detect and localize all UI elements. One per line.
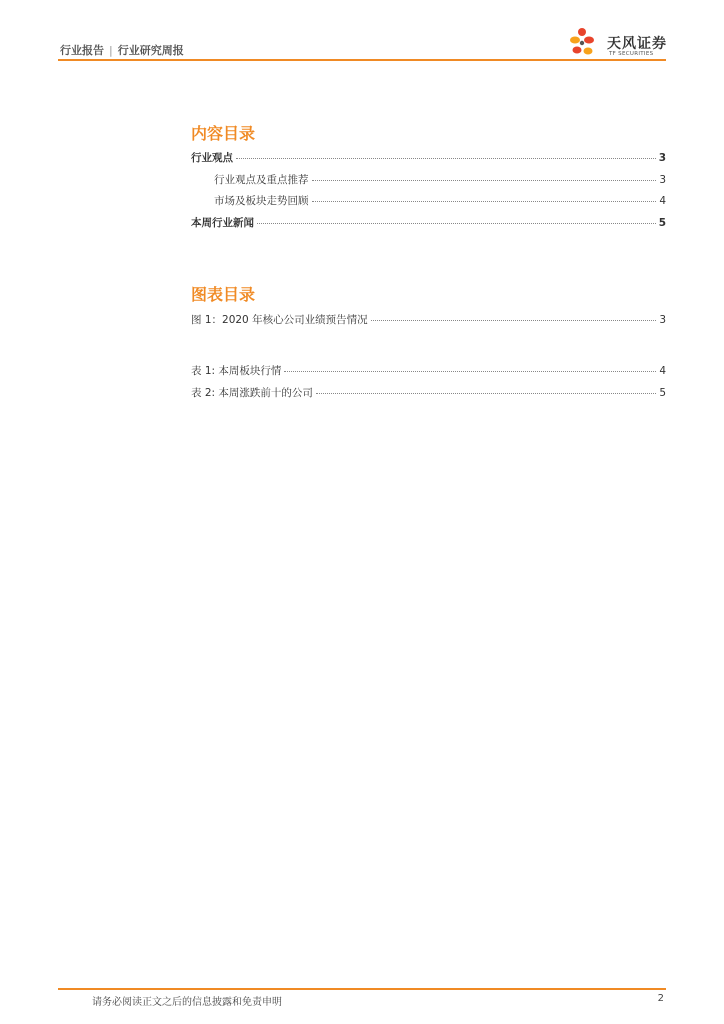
- toc-item-label: 本周行业新闻: [191, 217, 254, 229]
- toc-item[interactable]: [214, 193, 666, 208]
- toc-item-label: 行业观点: [191, 152, 233, 164]
- toc-item-label: 行业观点及重点推荐: [214, 174, 309, 186]
- figures-title: 图表目录: [191, 285, 256, 304]
- header-category: 行业报告: [60, 44, 104, 57]
- toc-item-page: 3: [659, 174, 666, 186]
- toc-leader: [316, 392, 656, 394]
- toc-leader: [312, 179, 657, 181]
- figure-toc-item[interactable]: [191, 385, 666, 400]
- page-number: 2: [657, 993, 664, 1004]
- toc-leader: [284, 370, 656, 372]
- header-separator: |: [109, 44, 113, 57]
- figure-toc-item[interactable]: [191, 363, 666, 378]
- toc-leader: [312, 200, 657, 202]
- toc-leader: [257, 222, 656, 224]
- toc-item[interactable]: [191, 150, 666, 165]
- figure-toc-page: 5: [659, 387, 666, 399]
- contents-title: 内容目录: [191, 124, 256, 143]
- figure-toc-page: 3: [659, 314, 666, 326]
- header-breadcrumb: [60, 42, 184, 58]
- figure-toc-label: 表 1: 本周板块行情: [191, 365, 282, 377]
- footer-disclaimer: 请务必阅读正文之后的信息披露和免责申明: [92, 997, 282, 1008]
- logo-text-cn: 天风证券: [607, 36, 667, 52]
- toc-item[interactable]: [191, 215, 666, 230]
- toc-item[interactable]: [214, 172, 666, 187]
- header-divider: [58, 59, 666, 61]
- figure-toc-label: 图 1：2020 年核心公司业绩预告情况: [191, 314, 368, 326]
- toc-leader: [371, 319, 657, 321]
- logo-text-en: TF SECURITIES: [609, 51, 654, 57]
- toc-leader: [236, 157, 656, 159]
- toc-item-page: 5: [658, 217, 666, 229]
- figure-toc-item[interactable]: [191, 312, 666, 327]
- figure-toc-label: 表 2: 本周涨跌前十的公司: [191, 387, 313, 399]
- figure-toc-page: 4: [659, 365, 666, 377]
- header-subcategory: 行业研究周报: [117, 44, 184, 57]
- footer-divider: [58, 988, 666, 990]
- toc-item-label: 市场及板块走势回顾: [214, 195, 309, 207]
- toc-item-page: 3: [658, 152, 666, 164]
- toc-item-page: 4: [659, 195, 666, 207]
